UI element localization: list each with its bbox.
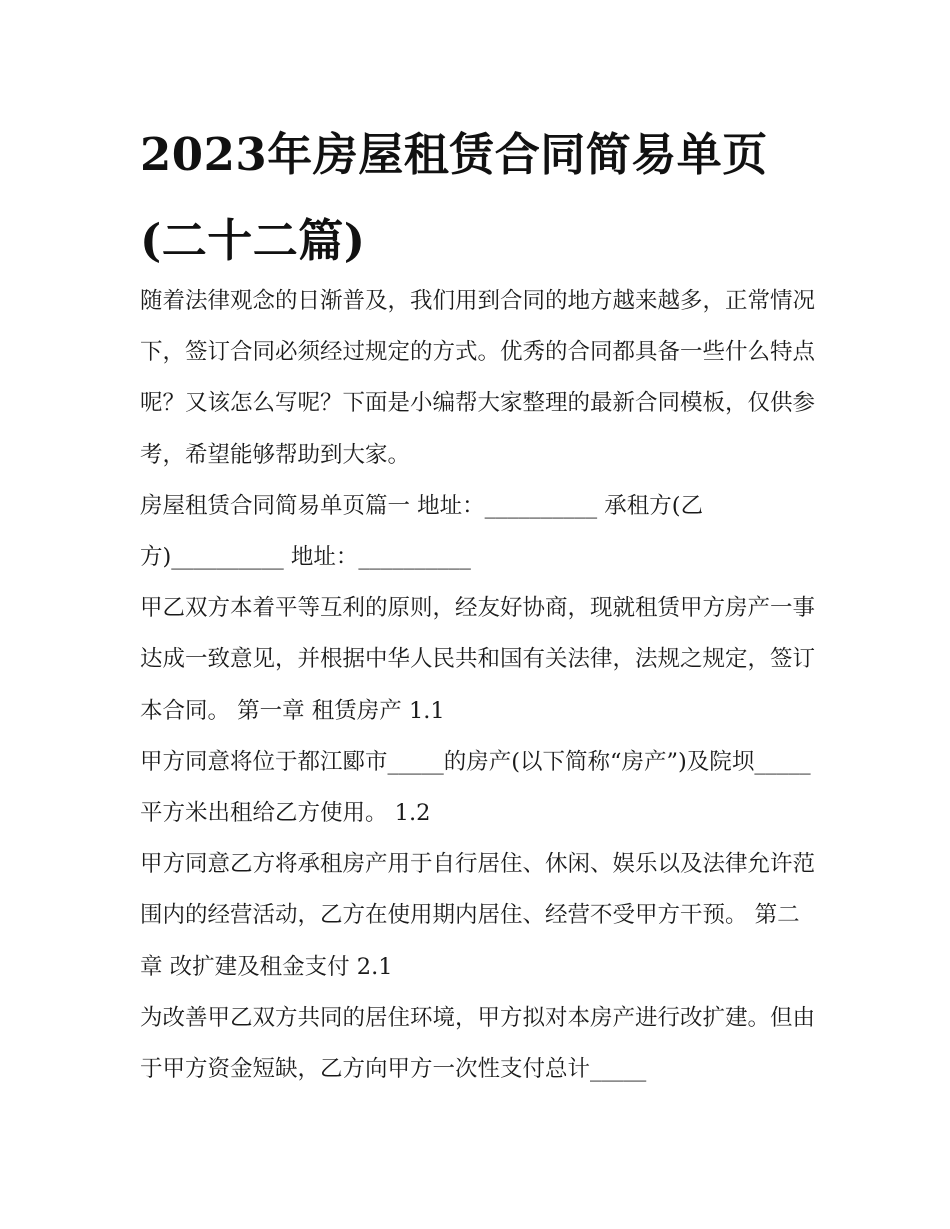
clause-2-1-paragraph: 为改善甲乙双方共同的居住环境，甲方拟对本房产进行改扩建。但由于甲方资金短缺，乙方向甲方一次性支付总计_____ xyxy=(140,1004,816,1083)
document-title: 2023年房屋租赁合同简易单页(二十二篇) xyxy=(140,128,768,267)
contract-parties-paragraph: 房屋租赁合同简易单页篇一 地址：__________ 承租方(乙方)__________ 地址：__________ xyxy=(140,492,704,571)
clause-1-1-paragraph: 甲方同意将位于都江郾市_____的房产(以下简称“房产”)及院坝_____平方米出租给乙方使用。 1.2 xyxy=(140,748,811,827)
document-body xyxy=(140,276,820,1095)
clause-1-2-paragraph: 甲方同意乙方将承租房产用于自行居住、休闲、娱乐以及法律允许范围内的经营活动，乙方在使用期内居住、经营不受甲方干预。 第二章 改扩建及租金支付 2.1 xyxy=(140,851,816,980)
intro-paragraph: 随着法律观念的日渐普及，我们用到合同的地方越来越多，正常情况下，签订合同必须经过规定的方式。优秀的合同都具备一些什么特点呢？又该怎么写呢？下面是小编帮大家整理的最新合同模板，仅供参考，希望能够帮助到大家。 xyxy=(140,288,816,468)
contract-preamble-paragraph: 甲乙双方本着平等互利的原则，经友好协商，现就租赁甲方房产一事达成一致意见，并根据中华人民共和国有关法律，法规之规定，签订本合同。 第一章 租赁房产 1.1 xyxy=(140,595,816,724)
